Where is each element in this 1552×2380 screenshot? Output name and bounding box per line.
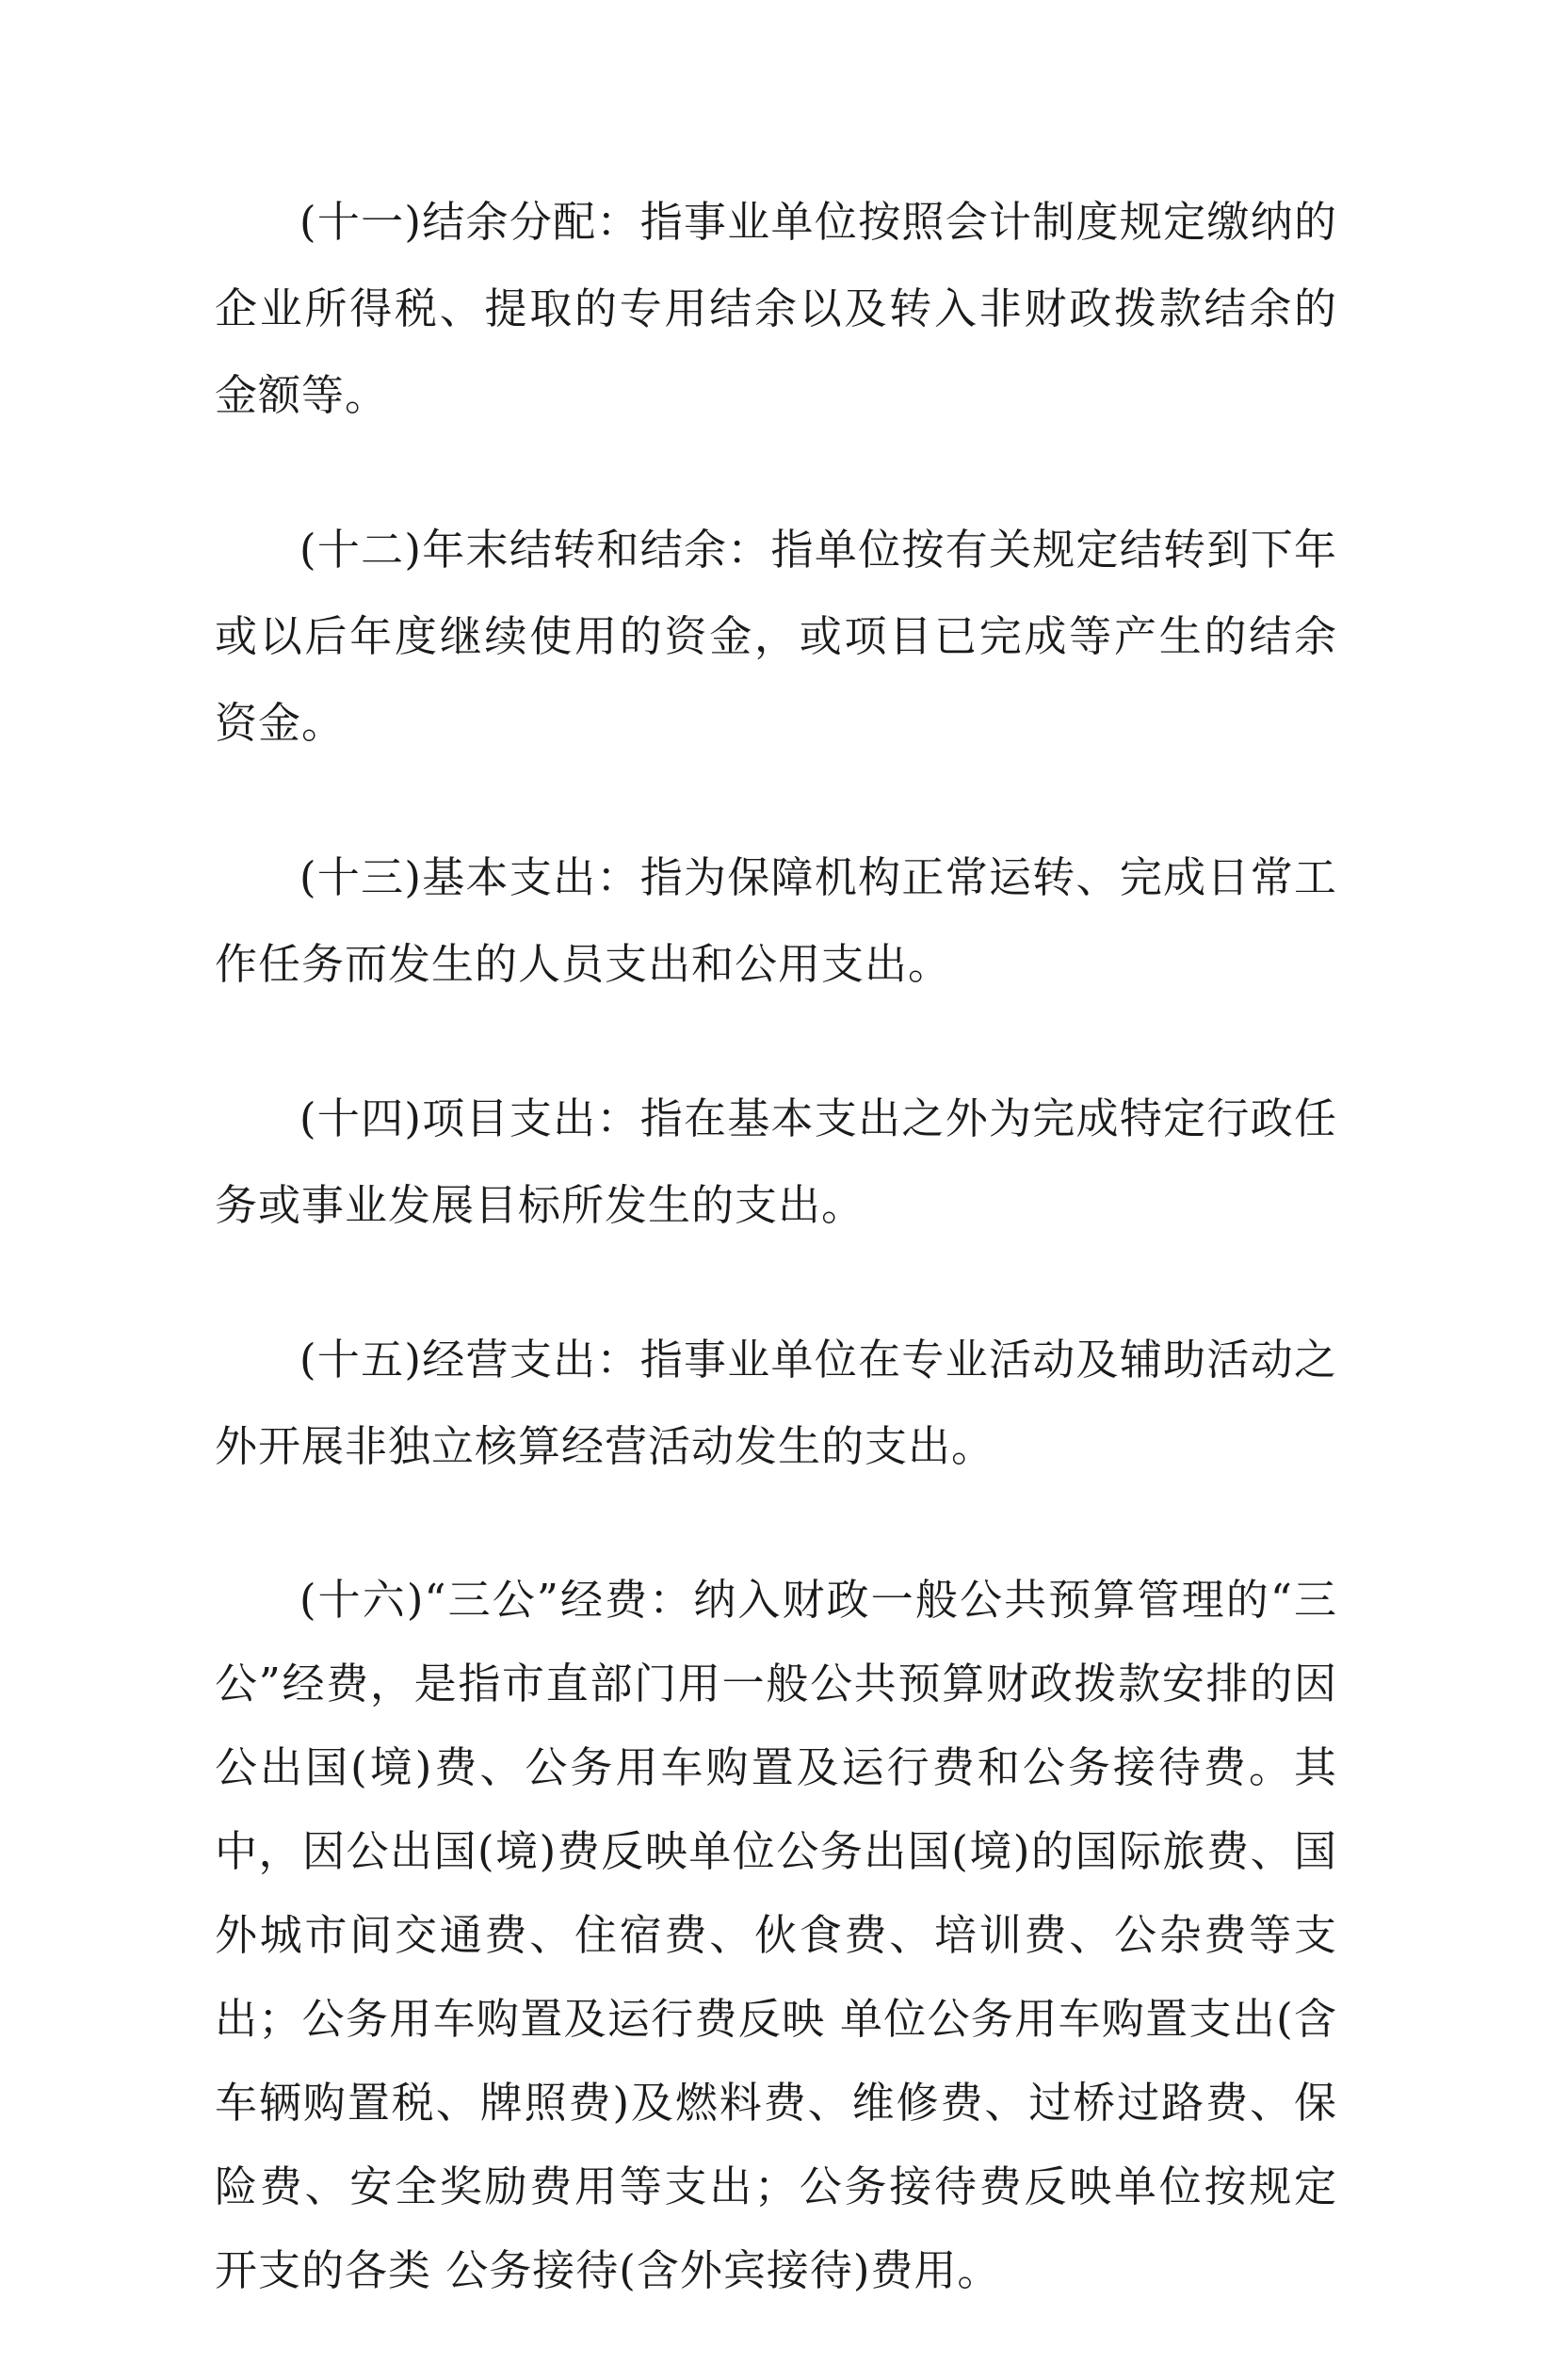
paragraph-three-public-expenses: (十六)“三公”经费：纳入财政一般公共预算管理的“三公”经费，是指市直部门用一般公共预算财政拨款安排的因公出国(境)费、公务用车购置及运行费和公务接待费。其中，因公出国(境)费反映单位公务出国(境)的国际旅费、国外城市间交通费、住宿费、伙食费、培训费、公杂费等支出；公务用车购置及运行费反映 单位公务用车购置支出(含车辆购置税、牌照费)及燃料费、维修费、过桥过路费、保险费、安全奖励费用等支出；公务接待费反映单位按规定开支的各类 公务接待(含外宾接待)费用。 [215,1575,1337,2295]
paragraph-operating-expenditure: (十五)经营支出：指事业单位在专业活动及辅助活动之外开展非独立核算经营活动发生的支出。 [215,1335,1337,1471]
document-body [215,179,1337,2380]
paragraph-project-expenditure: (十四)项目支出：指在基本支出之外为完成特定行政任务或事业发展目标所发生的支出。 [215,1093,1337,1230]
paragraph-year-end-carryover: (十二)年末结转和结余：指单位按有关规定结转到下年或以后年度继续使用的资金，或项目已完成等产生的结余资金。 [215,525,1337,748]
paragraph-surplus-distribution: (十一)结余分配：指事业单位按照会计制度规定缴纳的企业所得税、提取的专用结余以及转入非财政拨款结余的金额等。 [215,197,1337,420]
paragraph-basic-expenditure: (十三)基本支出：指为保障机构正常运转、完成日常工作任务而发生的人员支出和公用支出。 [215,852,1337,989]
